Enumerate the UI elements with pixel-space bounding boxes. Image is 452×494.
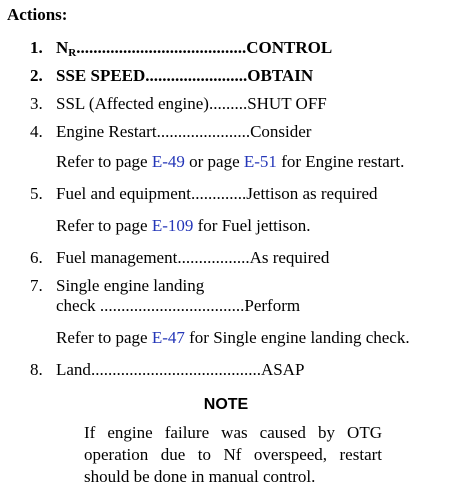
page-link-e109[interactable]: E-109 — [151, 216, 194, 235]
ref-text: Refer to page — [56, 328, 152, 347]
page-link-e49[interactable]: E-49 — [151, 152, 185, 171]
step-number: 1. — [30, 38, 43, 57]
reference-engine-restart — [56, 152, 404, 172]
step-label — [56, 296, 300, 316]
step-label — [56, 184, 378, 204]
leader-dots: ......... — [208, 94, 248, 113]
step-number: 3. — [30, 94, 43, 113]
page-link-e47[interactable]: E-47 — [151, 328, 185, 347]
ref-text: Refer to page — [56, 216, 152, 235]
leader-dots: .................................. — [99, 296, 245, 315]
step-action: ASAP — [260, 360, 305, 379]
ref-text: for Single engine landing check. — [184, 328, 410, 347]
step-label-main: SSE SPEED — [56, 66, 146, 85]
step-label-main: check — [56, 296, 96, 315]
step-label-subscript: R — [68, 47, 77, 59]
step-label-main: SSL (Affected engine) — [56, 94, 209, 113]
ref-text: Refer to page — [56, 152, 152, 171]
note-body: If engine failure was caused by OTG operation due to Nf overspeed, restart should be done in manual control. — [84, 423, 382, 486]
leader-dots: ................. — [177, 248, 250, 267]
step-action: Perform — [244, 296, 301, 315]
step-number: 5. — [30, 184, 43, 203]
step-action: SHUT OFF — [247, 94, 327, 113]
step-label — [56, 38, 332, 63]
step-label — [56, 94, 327, 114]
step-number: 2. — [30, 66, 43, 85]
step-label — [56, 66, 313, 86]
step-label — [56, 122, 311, 142]
step-number: 8. — [30, 360, 43, 379]
step-label: Single engine landing — [56, 276, 205, 295]
ref-text: or page — [184, 152, 244, 171]
step-label-main: Engine Restart — [56, 122, 157, 141]
note-title: NOTE — [203, 396, 249, 413]
step-action: As required — [249, 248, 330, 267]
step-label — [56, 360, 304, 380]
reference-landing-check — [56, 328, 410, 348]
leader-dots: ...................... — [156, 122, 251, 141]
leader-dots: ............. — [191, 184, 247, 203]
step-action: Consider — [250, 122, 312, 141]
reference-fuel-jettison — [56, 216, 310, 236]
page-link-e51[interactable]: E-51 — [243, 152, 277, 171]
ref-text: for Fuel jettison. — [193, 216, 311, 235]
step-action: OBTAIN — [247, 66, 314, 85]
step-number: 7. — [30, 276, 43, 295]
step-label-main: Fuel and equipment — [56, 184, 192, 203]
leader-dots: ........................................ — [76, 38, 247, 57]
actions-heading: Actions: — [7, 5, 68, 24]
step-number: 6. — [30, 248, 43, 267]
step-label-main: Land — [56, 360, 91, 379]
ref-text: for Engine restart. — [276, 152, 405, 171]
step-label-main: Fuel management — [56, 248, 178, 267]
leader-dots: ........................ — [145, 66, 248, 85]
step-label-main: N — [56, 38, 69, 57]
step-number: 4. — [30, 122, 43, 141]
step-action: Jettison as required — [246, 184, 378, 203]
leader-dots: ........................................ — [90, 360, 261, 379]
step-label — [56, 248, 329, 268]
step-action: CONTROL — [246, 38, 333, 57]
